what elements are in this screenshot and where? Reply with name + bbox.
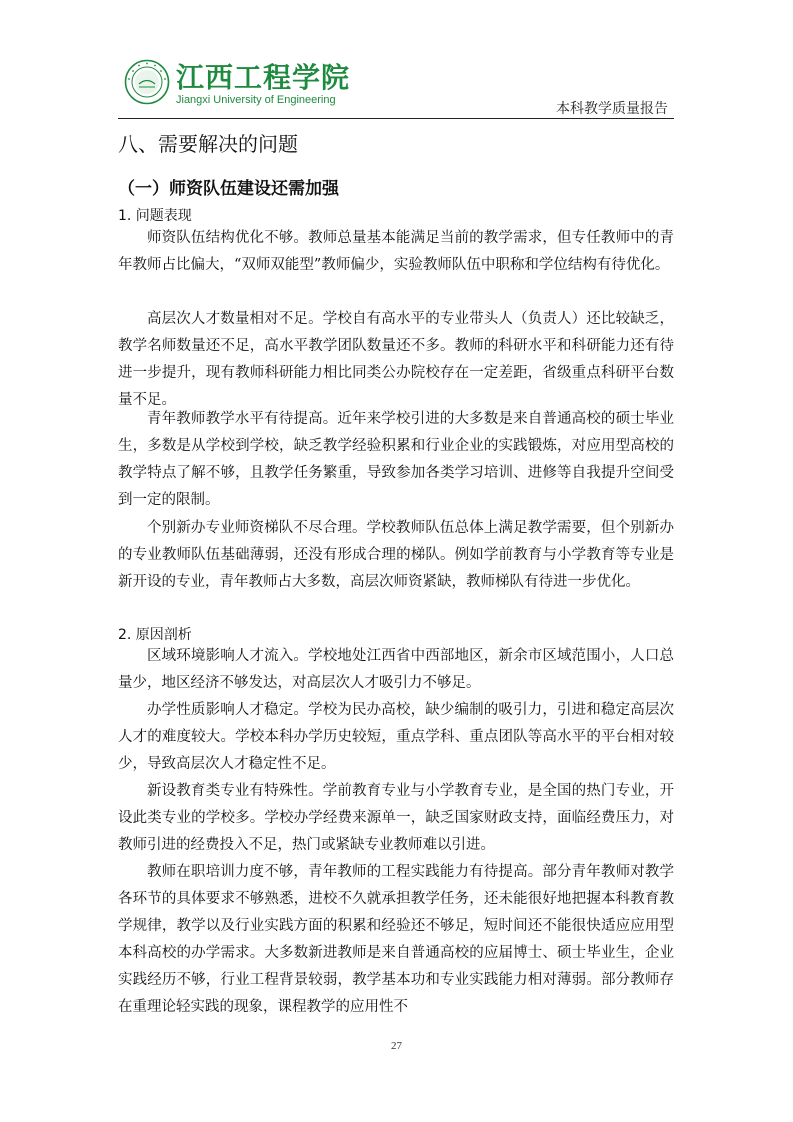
paragraph: 师资队伍结构优化不够。教师总量基本能满足当前的教学需求，但专任教师中的青年教师占比偏大，“双师双能型”教师偏少，实验教师队伍中职称和学位结构有待优化。 — [118, 230, 674, 273]
school-name-cn: 江西工程学院 — [176, 61, 351, 94]
header-rule — [118, 118, 674, 119]
paragraph: 青年教师教学水平有待提高。近年来学校引进的大多数是来自普通高校的硕士毕业生，多数是从学校到学校，缺乏教学经验积累和行业企业的实践锻炼，对应用型高校的教学特点了解不够，且教学任务繁重，导致参加各类学习培训、进修等自我提升空间受到一定的限制。 — [118, 411, 674, 508]
paragraph: 区域环境影响人才流入。学校地处江西省中西部地区，新余市区域范围小，人口总量少，地区经济不够发达，对高层次人才吸引力不够足。 — [118, 648, 674, 691]
paragraph: 新设教育类专业有特殊性。学前教育专业与小学教育专业，是全国的热门专业，开设此类专业的学校多。学校办学经费来源单一，缺乏国家财政支持，面临经费压力，对教师引进的经费投入不足，热门或紧缺专业教师难以引进。 — [118, 783, 674, 853]
school-name-en: Jiangxi University of Engineering — [176, 94, 336, 106]
page-number: 27 — [391, 1040, 402, 1052]
part-heading-problems: 1. 问题表现 — [118, 208, 192, 224]
paragraph: 个别新办专业师资梯队不尽合理。学校教师队伍总体上满足教学需要，但个别新办的专业教师队伍基础薄弱，还没有形成合理的梯队。例如学前教育与小学教育等专业是新开设的专业，青年教师占大多数，高层次师资紧缺，教师梯队有待进一步优化。 — [118, 520, 674, 590]
page-header — [118, 56, 674, 118]
report-title: 本科教学质量报告 — [556, 101, 668, 117]
paragraph: 高层次人才数量相对不足。学校自有高水平的专业带头人（负责人）还比较缺乏，教学名师数量还不足，高水平教学团队数量还不多。教师的科研水平和科研能力还有待进一步提升，现有教师科研能力相比同类公办院校存在一定差距，省级重点科研平台数量不足。 — [118, 311, 674, 408]
paragraph: 办学性质影响人才稳定。学校为民办高校，缺少编制的吸引力，引进和稳定高层次人才的难度较大。学校本科办学历史较短，重点学科、重点团队等高水平的平台相对较少，导致高层次人才稳定性不足。 — [118, 702, 674, 772]
school-seal-logo — [124, 59, 170, 105]
part-heading-causes: 2. 原因剖析 — [118, 627, 192, 643]
paragraph: 教师在职培训力度不够，青年教师的工程实践能力有待提高。部分青年教师对教学各环节的具体要求不够熟悉，进校不久就承担教学任务，还未能很好地把握本科教育教学规律，教学以及行业实践方面的积累和经验还不够足，短时间还不能很快适应应用型本科高校的办学需求。大多数新进教师是来自普通高校的应届博士、硕士毕业生，企业实践经历不够，行业工程背景较弱，教学基本功和专业实践能力相对薄弱。部分教师存在重理论轻实践的现象，课程教学的应用性不 — [118, 864, 674, 1015]
section-title: 八、需要解决的问题 — [118, 132, 298, 156]
subsection-title: （一）师资队伍建设还需加强 — [118, 179, 339, 199]
